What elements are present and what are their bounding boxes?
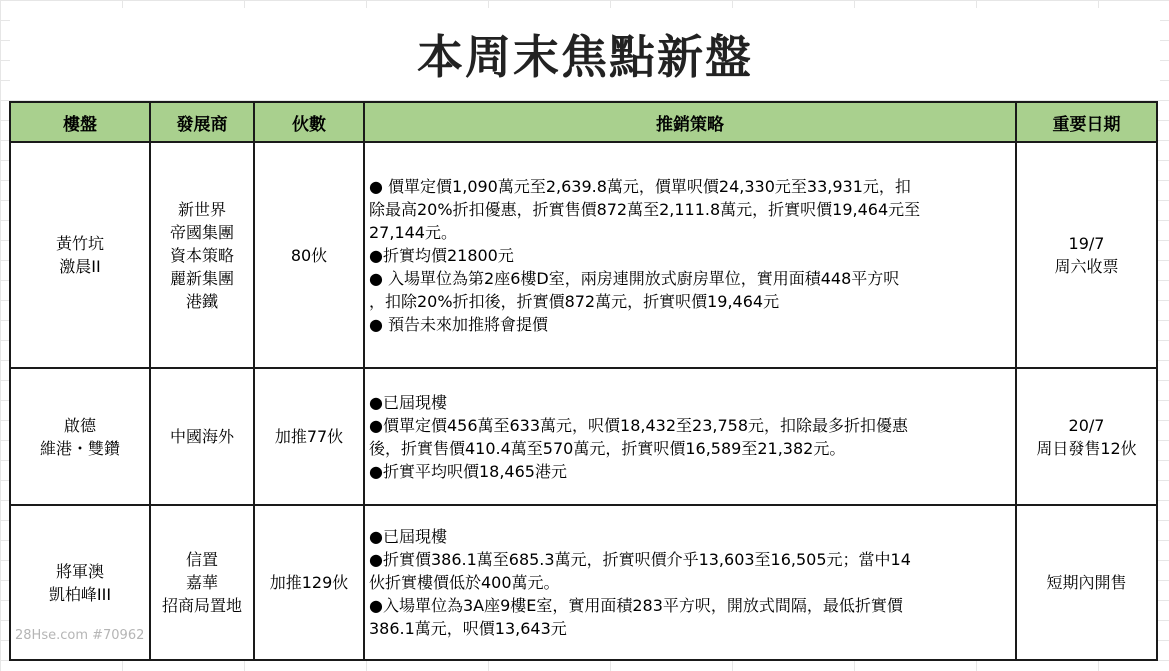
strategy-cell — [364, 142, 1016, 368]
units-cell: 加推77伙 — [254, 368, 364, 505]
developer-line: 嘉華 — [185, 573, 218, 592]
table-row — [10, 505, 1157, 660]
header-developer: 發展商 — [150, 102, 254, 142]
header-row — [10, 102, 1157, 142]
date-line: 短期內開售 — [1046, 573, 1127, 592]
estate-cell — [10, 142, 150, 368]
developer-line: 中國海外 — [169, 427, 234, 446]
developer-cell — [150, 368, 254, 505]
title-area — [10, 8, 1160, 100]
strategy-line: ，扣除20%折扣後，折實價872萬元，折實呎價19,464元 — [369, 291, 780, 311]
strategy-line: ●已屆現樓 — [369, 392, 447, 412]
page-title: 本周末焦點新盤 — [417, 30, 753, 84]
strategy-line: 除最高20%折扣優惠，折實售價872萬至2,111.8萬元，折實呎價19,464元至 — [369, 199, 921, 219]
estate-cell — [10, 368, 150, 505]
date-line: 20/7 — [1068, 415, 1105, 435]
developer-line: 帝國集團 — [169, 222, 234, 242]
strategy-line: 386.1萬元，呎價13,643元 — [369, 619, 567, 638]
watermark: 28Hse.com #70962 — [15, 628, 145, 643]
strategy-line: ●折實平均呎價18,465港元 — [369, 461, 567, 481]
header-estate: 樓盤 — [10, 102, 150, 142]
strategy-line: 27,144元。 — [369, 222, 457, 242]
developer-cell — [150, 505, 254, 660]
developer-line: 麗新集團 — [169, 268, 234, 288]
strategy-line: ●價單定價456萬至633萬元，呎價18,432至23,758元，扣除最多折扣優惠 — [369, 415, 909, 435]
date-cell — [1016, 505, 1157, 660]
date-cell — [1016, 368, 1157, 505]
strategy-line: 伙折實樓價低於400萬元。 — [369, 573, 560, 592]
developer-line: 招商局置地 — [161, 596, 242, 615]
strategy-line: ●入場單位為3A座9樓E室，實用面積283平方呎，開放式間隔，最低折實價 — [369, 596, 903, 615]
date-line: 周日發售12伙 — [1036, 438, 1137, 458]
date-line: 周六收票 — [1054, 257, 1119, 276]
developer-line: 資本策略 — [169, 245, 234, 265]
estate-line: 黃竹坑 — [55, 234, 104, 253]
header-units: 伙數 — [254, 102, 364, 142]
strategy-line: ●已屆現樓 — [369, 527, 447, 546]
date-cell — [1016, 142, 1157, 368]
estate-line: 啟德 — [63, 415, 96, 435]
strategy-line: ●折實均價21800元 — [369, 245, 514, 265]
units-cell: 80伙 — [254, 142, 364, 368]
date-line: 19/7 — [1068, 234, 1105, 253]
developer-line: 港鐵 — [185, 291, 218, 311]
estate-line: 激晨II — [59, 257, 101, 276]
table-row — [10, 142, 1157, 368]
strategy-line: ● 預告未來加推將會提價 — [369, 314, 549, 334]
strategy-line: ●折實價386.1萬至685.3萬元，折實呎價介乎13,603至16,505元；當中14 — [369, 550, 911, 569]
estate-line: 將軍澳 — [55, 561, 104, 581]
header-strategy: 推銷策略 — [364, 102, 1016, 142]
strategy-line: ● 入場單位為第2座6樓D室，兩房連開放式廚房單位，實用面積448平方呎 — [369, 268, 900, 288]
developer-line: 新世界 — [177, 199, 226, 219]
developer-line: 信置 — [185, 550, 218, 569]
estate-line: 凱柏峰III — [48, 584, 112, 604]
strategy-cell — [364, 505, 1016, 660]
table-row — [10, 368, 1157, 505]
new-property-table — [9, 101, 1158, 661]
strategy-line: ● 價單定價1,090萬元至2,639.8萬元，價單呎價24,330元至33,931元，扣 — [369, 176, 911, 196]
header-date: 重要日期 — [1016, 102, 1157, 142]
strategy-line: 後，折實售價410.4萬至570萬元，折實呎價16,589至21,382元。 — [369, 438, 846, 458]
developer-cell — [150, 142, 254, 368]
strategy-cell — [364, 368, 1016, 505]
estate-line: 維港・雙鑽 — [39, 438, 120, 458]
units-cell: 加推129伙 — [254, 505, 364, 660]
